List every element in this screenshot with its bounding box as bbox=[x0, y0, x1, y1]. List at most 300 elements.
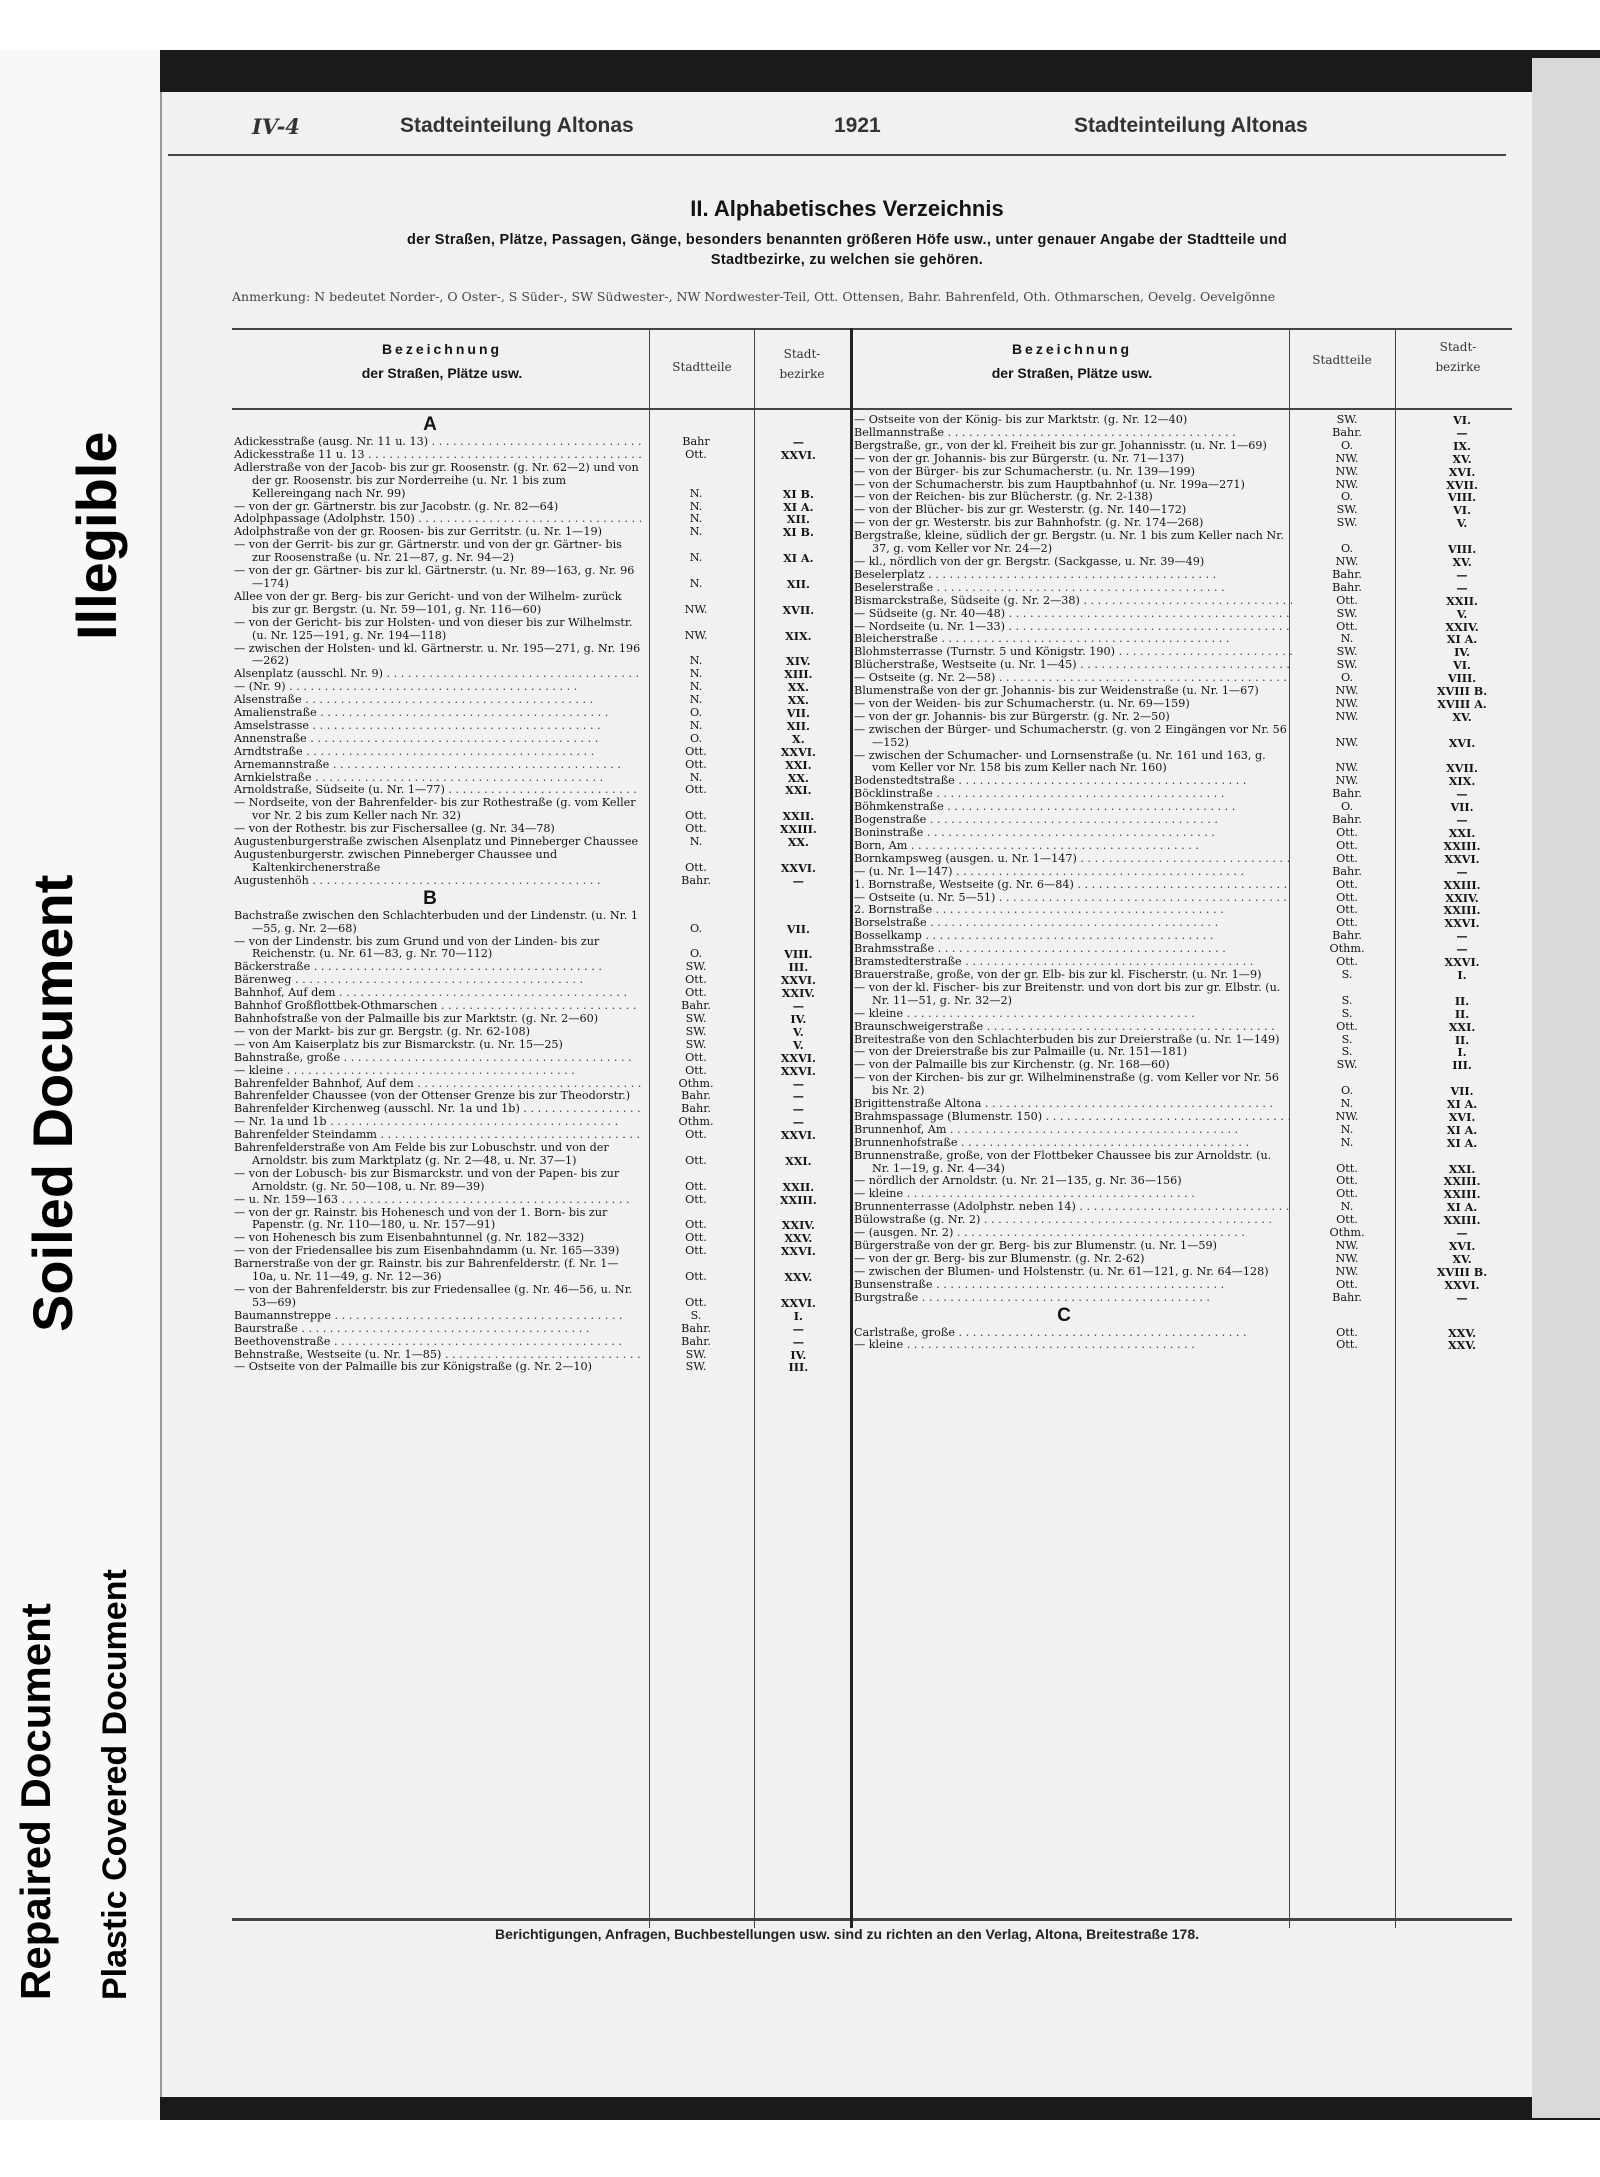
street-name: Brunnenhofstraße . . . bbox=[854, 1137, 1292, 1150]
ward-value: — bbox=[792, 1115, 804, 1130]
index-row bbox=[234, 1039, 846, 1052]
district-value: O. bbox=[1340, 438, 1354, 452]
street-name: Arndtstraße . . . bbox=[234, 746, 641, 759]
district-value: Ott. bbox=[685, 744, 707, 758]
index-row bbox=[854, 440, 1526, 453]
district-value: O. bbox=[689, 921, 703, 935]
street-name: — von der gr. Gärtner- bis zur kl. Gärtnerstr. (u. Nr. 89—163, g. Nr. 96—174) bbox=[234, 565, 635, 590]
ward-value: — bbox=[1456, 580, 1468, 595]
ward-value: — bbox=[792, 1089, 804, 1104]
index-row bbox=[854, 1292, 1526, 1305]
ward-value: XI A. bbox=[1446, 1200, 1478, 1215]
index-row bbox=[854, 633, 1526, 646]
district-value: Ott. bbox=[685, 822, 707, 836]
street-name: Bornkampsweg (ausgen. u. Nr. 1—147) . . . bbox=[854, 853, 1292, 866]
street-name: Burgstraße . . . bbox=[854, 1292, 1292, 1305]
binding-edge bbox=[1532, 58, 1600, 2118]
street-name: — von der Weiden- bis zur Schumacherstr. (u. Nr. 69—159) bbox=[854, 697, 1190, 710]
district-value: N. bbox=[1340, 632, 1354, 646]
label-plastic-covered-document: Plastic Covered Document bbox=[96, 1569, 134, 2000]
district-value: Bahr bbox=[682, 435, 710, 448]
district-value: N. bbox=[689, 512, 703, 526]
subtitle-line-1: der Straßen, Plätze, Passagen, Gänge, besonders benannten größeren Höfe usw., unter genauer Angabe der Stadtteile und bbox=[406, 232, 1288, 248]
district-value: NW. bbox=[1335, 1251, 1359, 1265]
street-name: — kleine . . . bbox=[854, 1339, 1292, 1352]
ward-value: VIII. bbox=[1447, 671, 1477, 686]
ward-value: XXV. bbox=[784, 1231, 813, 1246]
district-value: SW. bbox=[685, 1024, 707, 1038]
district-value: S. bbox=[1341, 1006, 1353, 1020]
street-name: 2. Bornstraße . . . bbox=[854, 904, 1292, 917]
index-row bbox=[854, 504, 1526, 517]
district-value: Bahr. bbox=[1332, 1290, 1362, 1304]
index-row bbox=[234, 1232, 846, 1245]
district-value: SW. bbox=[685, 1011, 707, 1025]
ward-value: VI. bbox=[1453, 413, 1471, 427]
district-value: N. bbox=[689, 551, 703, 565]
index-row bbox=[854, 595, 1526, 608]
street-name: Beselerstraße . . . bbox=[854, 582, 1292, 595]
column-divider-center bbox=[850, 328, 853, 1928]
street-name: Arnemannstraße . . . bbox=[234, 759, 641, 772]
index-row bbox=[234, 1207, 846, 1233]
index-row bbox=[854, 1059, 1526, 1072]
ward-value: XXVI. bbox=[1444, 1277, 1480, 1292]
district-value: Bahr. bbox=[1332, 425, 1362, 439]
index-row bbox=[854, 659, 1526, 672]
ward-value: VI. bbox=[1453, 503, 1471, 518]
street-name: Arnkielstraße . . . bbox=[234, 772, 641, 785]
street-name: Bahnhof, Auf dem . . . bbox=[234, 987, 641, 1000]
index-row bbox=[234, 565, 846, 591]
ward-value: XXIII. bbox=[1443, 838, 1481, 853]
street-name: Borselstraße . . . bbox=[854, 917, 1292, 930]
street-name: — (ausgen. Nr. 2) . . . bbox=[854, 1227, 1292, 1240]
street-name: — von der gr. Gärtnerstr. bis zur Jacobstr. (g. Nr. 82—64) bbox=[234, 500, 559, 513]
index-row bbox=[234, 1090, 846, 1103]
subtitle-line-2: Stadtbezirke, zu welchen sie gehören. bbox=[710, 252, 984, 268]
district-value: Ott. bbox=[685, 1050, 707, 1064]
index-row bbox=[854, 775, 1526, 788]
street-name: Bärenweg . . . bbox=[234, 974, 641, 987]
district-value: Ott. bbox=[685, 1192, 707, 1206]
district-value: NW. bbox=[1335, 709, 1359, 723]
header-right: Stadteinteilung Altonas bbox=[1074, 114, 1308, 137]
ward-value: XXVI. bbox=[780, 1295, 816, 1310]
ward-value: XI A. bbox=[1446, 1097, 1478, 1112]
column-header-name-right bbox=[862, 337, 1282, 385]
ward-value: VIII. bbox=[1447, 542, 1477, 557]
column-header-line: der Straßen, Plätze usw. bbox=[361, 365, 523, 381]
district-value: SW. bbox=[1336, 606, 1358, 620]
index-row bbox=[234, 974, 846, 987]
district-value: Ott. bbox=[685, 1063, 707, 1077]
district-value: Bahr. bbox=[1332, 567, 1362, 581]
section-letter: A bbox=[423, 414, 437, 435]
label-soiled-document: Soiled Document bbox=[21, 874, 84, 1332]
index-row bbox=[854, 1266, 1526, 1279]
district-value: O. bbox=[1340, 800, 1354, 814]
district-value: Ott. bbox=[685, 973, 707, 987]
street-name: — von der gr. Johannis- bis zur Bürgerstr. (u. Nr. 71—137) bbox=[854, 452, 1185, 465]
index-row bbox=[234, 1168, 846, 1194]
ward-value: — bbox=[792, 999, 804, 1014]
index-row bbox=[854, 892, 1526, 905]
district-value: Ott. bbox=[1336, 826, 1358, 839]
district-value: Ott. bbox=[1336, 1187, 1358, 1201]
ward-value: — bbox=[1456, 813, 1468, 828]
district-value: S. bbox=[1341, 967, 1353, 981]
district-value: Ott. bbox=[1336, 1277, 1358, 1291]
district-value: SW. bbox=[1336, 645, 1358, 659]
index-row bbox=[854, 1279, 1526, 1292]
label-repaired-document: Repaired Document bbox=[12, 1603, 59, 2000]
ward-value: XXI. bbox=[1448, 1019, 1476, 1034]
index-row bbox=[234, 1336, 846, 1349]
street-name: — Ostseite (g. Nr. 2—58) . . . bbox=[854, 672, 1292, 685]
district-value: Ott. bbox=[685, 986, 707, 1000]
index-row bbox=[234, 784, 846, 797]
index-row bbox=[854, 453, 1526, 466]
district-value: Bahr. bbox=[681, 1089, 711, 1103]
street-name: Bachstraße zwischen den Schlachterbuden und der Lindenstr. (u. Nr. 1—55, g. Nr. 2—68) bbox=[234, 909, 638, 935]
district-value: SW. bbox=[685, 1037, 707, 1051]
district-value: N. bbox=[689, 486, 703, 500]
index-row bbox=[854, 904, 1526, 917]
index-row bbox=[234, 539, 846, 565]
street-name: — von der Reichen- bis zur Blücherstr. (g. Nr. 2-138) bbox=[854, 491, 1153, 504]
street-name: — von der Dreierstraße bis zur Palmaille (u. Nr. 151—181) bbox=[854, 1046, 1188, 1059]
index-row bbox=[854, 1188, 1526, 1201]
index-row bbox=[234, 526, 846, 539]
index-row bbox=[234, 694, 846, 707]
ward-value: XVI. bbox=[1448, 735, 1476, 750]
index-row bbox=[234, 720, 846, 733]
index-row bbox=[854, 414, 1526, 427]
ward-value: XV. bbox=[1452, 1251, 1472, 1266]
header-left: Stadteinteilung Altonas bbox=[400, 114, 634, 137]
index-row bbox=[854, 1240, 1526, 1253]
district-value: O. bbox=[1340, 490, 1354, 504]
district-value: O. bbox=[689, 706, 703, 720]
street-name: Bahrenfelderstraße von Am Felde bis zur Lobuschstr. und von der Arnoldstr. bis zum Marktplatz (g. Nr. 2—48, u. Nr. 37—1) bbox=[234, 1142, 609, 1167]
index-row bbox=[234, 987, 846, 1000]
district-value: SW. bbox=[685, 1347, 707, 1361]
district-value: Ott. bbox=[1336, 903, 1358, 917]
ward-value: — bbox=[1456, 567, 1468, 582]
district-value: SW. bbox=[1336, 1058, 1358, 1072]
ward-value: II. bbox=[1454, 1006, 1470, 1021]
ward-value: XXII. bbox=[1446, 593, 1478, 608]
index-row bbox=[854, 840, 1526, 853]
street-name: — von der Kirchen- bis zur gr. Wilhelminenstraße (g. vom Keller vor Nr. 56 bis Nr. 2) bbox=[854, 1072, 1280, 1098]
index-row bbox=[854, 427, 1526, 440]
district-value: Othm. bbox=[1329, 942, 1365, 956]
district-value: NW. bbox=[1335, 1264, 1359, 1278]
ward-value: — bbox=[1456, 929, 1468, 944]
district-value: Ott. bbox=[685, 809, 707, 823]
column-header-bez-right bbox=[1398, 337, 1518, 377]
street-name: — nördlich der Arnoldstr. (u. Nr. 21—135, g. Nr. 36—156) bbox=[854, 1175, 1182, 1188]
index-row bbox=[854, 788, 1526, 801]
street-name: — (Nr. 9) . . . bbox=[234, 681, 641, 694]
index-row bbox=[854, 1124, 1526, 1137]
ward-value: XI A. bbox=[783, 551, 814, 566]
district-value: NW. bbox=[1335, 735, 1359, 749]
ward-value: XIX. bbox=[1448, 774, 1476, 789]
street-name: Brunnenterrasse (Adolphstr. neben 14) . . . bbox=[854, 1201, 1292, 1214]
section-letter: C bbox=[1057, 1304, 1071, 1326]
index-row bbox=[234, 836, 846, 849]
street-name: — kleine . . . bbox=[854, 1008, 1292, 1021]
ward-value: XXIII. bbox=[779, 1192, 817, 1207]
ward-value: XXVI. bbox=[1444, 955, 1480, 970]
district-value: Ott. bbox=[685, 1270, 707, 1284]
ward-value: IV. bbox=[1454, 645, 1470, 660]
district-value: Ott. bbox=[685, 860, 707, 874]
index-row bbox=[854, 1327, 1526, 1340]
index-row bbox=[234, 668, 846, 681]
index-row bbox=[234, 1194, 846, 1207]
ward-value: — bbox=[1456, 1226, 1468, 1241]
district-value: N. bbox=[1340, 1097, 1354, 1111]
district-value: NW. bbox=[1335, 477, 1359, 491]
ward-value: XIV. bbox=[786, 654, 811, 669]
ward-value: — bbox=[792, 1076, 804, 1091]
index-row bbox=[854, 827, 1526, 840]
street-name: — von der Bahrenfelderstr. bis zur Friedensallee (g. Nr. 46—56, u. Nr. 53—69) bbox=[234, 1284, 633, 1309]
street-name: Amselstrasse . . . bbox=[234, 720, 641, 733]
index-row bbox=[234, 1116, 846, 1129]
index-row bbox=[854, 556, 1526, 569]
index-row bbox=[234, 449, 846, 462]
district-value: NW. bbox=[1335, 1109, 1359, 1123]
index-row bbox=[854, 1214, 1526, 1227]
column-header-line: Stadt- bbox=[783, 347, 821, 361]
ward-value: XV. bbox=[1452, 709, 1472, 724]
ward-value: II. bbox=[1454, 993, 1470, 1008]
index-row bbox=[854, 479, 1526, 492]
index-row bbox=[854, 1150, 1526, 1176]
index-row bbox=[854, 1175, 1526, 1188]
street-name: Böcklinstraße . . . bbox=[854, 788, 1292, 801]
ward-value: XII. bbox=[786, 718, 810, 733]
street-name: — Ostseite von der König- bis zur Marktstr. (g. Nr. 12—40) bbox=[854, 414, 1188, 426]
district-value: Ott. bbox=[685, 1244, 707, 1258]
index-row bbox=[234, 707, 846, 720]
index-row bbox=[854, 672, 1526, 685]
district-value: O. bbox=[689, 731, 703, 745]
top-scan-margin bbox=[0, 0, 1600, 50]
street-name: Brahmsstraße . . . bbox=[854, 943, 1292, 956]
district-value: Ott. bbox=[1336, 593, 1358, 607]
district-value: S. bbox=[1341, 993, 1353, 1007]
ward-value: XXIV. bbox=[1445, 619, 1479, 634]
index-row bbox=[234, 1258, 846, 1284]
street-name: — von der Schumacherstr. bis zum Hauptbahnhof (u. Nr. 199a—271) bbox=[854, 478, 1245, 491]
index-row bbox=[854, 1098, 1526, 1111]
ward-value: XXI. bbox=[785, 1153, 812, 1168]
ward-value: XII. bbox=[786, 576, 810, 591]
table-top-rule bbox=[232, 328, 1512, 330]
street-name: — von der Markt- bis zur gr. Bergstr. (g. Nr. 62-108) bbox=[234, 1025, 530, 1038]
index-row bbox=[854, 1034, 1526, 1047]
district-value: Ott. bbox=[685, 1231, 707, 1245]
ward-value: XVIII A. bbox=[1437, 696, 1487, 711]
ward-value: I. bbox=[1457, 967, 1467, 982]
column-header-line: bezirke bbox=[779, 367, 825, 381]
index-row bbox=[234, 513, 846, 526]
ward-value: XV. bbox=[1452, 451, 1472, 466]
district-value: Bahr. bbox=[681, 1102, 711, 1116]
abbreviation-note: Anmerkung: N bedeutet Norder-, O Oster-, S Süder-, SW Südwester-, NW Nordwester-Teil, Ott. Ottensen, Bahr. Bahrenfeld, Oth. Othmarschen, Oevelg. Oevelgönne bbox=[232, 289, 1276, 304]
ward-value: XVII. bbox=[1446, 477, 1478, 492]
district-value: Ott. bbox=[1336, 916, 1358, 930]
district-value: NW. bbox=[1335, 451, 1359, 465]
street-name: — (u. Nr. 1—147) . . . bbox=[854, 866, 1292, 879]
district-value: N. bbox=[1340, 1200, 1354, 1214]
ward-value: III. bbox=[1452, 1058, 1472, 1073]
index-row bbox=[234, 1142, 846, 1168]
ward-value: XXIII. bbox=[779, 822, 817, 837]
index-row bbox=[854, 1046, 1526, 1059]
ward-value: XX. bbox=[787, 680, 809, 695]
column-header-teil-left: Stadtteile bbox=[672, 360, 732, 374]
ward-value: X. bbox=[792, 731, 805, 746]
index-row bbox=[854, 1253, 1526, 1266]
district-value: N. bbox=[689, 718, 703, 732]
street-name: — Südseite (g. Nr. 40—48) . . . bbox=[854, 608, 1292, 621]
street-name: Annenstraße . . . bbox=[234, 733, 641, 746]
index-row bbox=[234, 1078, 846, 1091]
table-head-rule bbox=[232, 408, 1512, 410]
ward-value: — bbox=[792, 1102, 804, 1117]
district-value: Ott. bbox=[1336, 877, 1358, 891]
street-name: — kleine . . . bbox=[234, 1065, 641, 1078]
ward-value: XXVI. bbox=[780, 973, 816, 988]
index-row bbox=[854, 750, 1526, 776]
ward-value: XXI. bbox=[1448, 826, 1476, 840]
ward-value: XI A. bbox=[1446, 632, 1478, 647]
district-value: N. bbox=[689, 525, 703, 539]
index-row bbox=[854, 1339, 1526, 1352]
index-row bbox=[854, 1227, 1526, 1240]
index-row bbox=[234, 1284, 846, 1310]
street-name: Adickesstraße 11 u. 13 . . . bbox=[234, 449, 641, 462]
street-name: Adolphpassage (Adolphstr. 150) . . . bbox=[234, 513, 641, 526]
index-row bbox=[234, 1103, 846, 1116]
index-row bbox=[854, 969, 1526, 982]
index-row bbox=[854, 646, 1526, 659]
ward-value: XXVI. bbox=[780, 1063, 816, 1078]
index-row bbox=[854, 1072, 1526, 1098]
index-row bbox=[854, 698, 1526, 711]
index-row bbox=[854, 1111, 1526, 1124]
street-name: — von der gr. Berg- bis zur Blumenstr. (g. Nr. 2-62) bbox=[854, 1252, 1145, 1265]
index-row bbox=[234, 462, 846, 501]
index-row bbox=[234, 1310, 846, 1323]
ward-value: — bbox=[792, 1321, 804, 1336]
index-row bbox=[854, 569, 1526, 582]
section-letter: B bbox=[423, 887, 437, 909]
index-row bbox=[854, 982, 1526, 1008]
district-value: Ott. bbox=[685, 1179, 707, 1193]
ward-value: XXI. bbox=[785, 783, 812, 798]
district-value: S. bbox=[1341, 1032, 1353, 1046]
street-name: Bergstraße, gr., von der kl. Freiheit bis zur gr. Johannisstr. (u. Nr. 1—69) bbox=[854, 439, 1267, 452]
district-value: SW. bbox=[685, 960, 707, 974]
index-row bbox=[854, 491, 1526, 504]
district-value: Ott. bbox=[685, 1128, 707, 1142]
index-row bbox=[234, 591, 846, 617]
street-list-right bbox=[854, 414, 1526, 1352]
ward-value: — bbox=[1456, 425, 1468, 440]
ward-value: XXV. bbox=[784, 1270, 813, 1285]
street-name: Bahrenfelder Kirchenweg (ausschl. Nr. 1a und 1b) . . . bbox=[234, 1103, 641, 1116]
index-row bbox=[854, 879, 1526, 892]
street-name: Beethovenstraße . . . bbox=[234, 1336, 641, 1349]
street-name: — von der kl. Fischer- bis zur Breitenstr. und von dort bis zur gr. Elbstr. (u. Nr. 11—51, g. Nr. 32—2) bbox=[854, 981, 1281, 1007]
district-value: N. bbox=[689, 680, 703, 694]
street-name: Brunnenstraße, große, von der Flottbeker Chaussee bis zur Arnoldstr. (u. Nr. 1—19, g. Nr. 4—34) bbox=[854, 1149, 1272, 1175]
ward-value: V. bbox=[793, 1024, 804, 1039]
ward-value: XXIII. bbox=[1443, 877, 1481, 892]
ward-value: XXVI. bbox=[780, 744, 816, 759]
ward-value: XXIII. bbox=[1443, 1187, 1481, 1202]
street-name: Blumenstraße von der gr. Johannis- bis zur Weidenstraße (u. Nr. 1—67) bbox=[854, 685, 1259, 698]
index-row bbox=[854, 956, 1526, 969]
index-row bbox=[854, 1201, 1526, 1214]
street-name: Bramstedterstraße . . . bbox=[854, 956, 1292, 969]
index-row bbox=[854, 517, 1526, 530]
street-name: — zwischen der Schumacher- und Lornsenstraße (u. Nr. 161 und 163, g. vom Keller vor Nr. 158 bis zum Keller nach Nr. 160) bbox=[854, 749, 1266, 775]
column-header-line: bezirke bbox=[1435, 360, 1481, 374]
ward-value: XV. bbox=[1452, 554, 1472, 569]
street-name: — von der Gerrit- bis zur gr. Gärtnerstr. und von der gr. Gärtner- bis zur Roosenstraße (u. Nr. 21—87, g. Nr. 94—2) bbox=[234, 539, 622, 565]
district-value: Ott. bbox=[1336, 851, 1358, 865]
district-value: O. bbox=[689, 947, 703, 961]
district-value: Ott. bbox=[685, 1295, 707, 1309]
ward-value: I. bbox=[1457, 1045, 1467, 1060]
ward-value: XVI. bbox=[1448, 1239, 1476, 1253]
street-name: Augustenburgerstr. zwischen Pinneberger Chaussee und Kaltenkirchenerstraße bbox=[234, 849, 558, 874]
ward-value: XVI. bbox=[1448, 464, 1476, 479]
ward-value: XXIV. bbox=[1445, 890, 1479, 905]
district-value: SW. bbox=[685, 1360, 707, 1374]
street-name: — von der Palmaille bis zur Kirchenstr. (g. Nr. 168—60) bbox=[854, 1059, 1170, 1072]
district-value: N. bbox=[689, 576, 703, 590]
district-value: NW. bbox=[1335, 696, 1359, 710]
street-name: — zwischen der Bürger- und Schumacherstr. (g. von 2 Eingängen vor Nr. 56—152) bbox=[854, 723, 1287, 749]
ward-value: — bbox=[1456, 787, 1468, 802]
street-name: Adolphstraße von der gr. Roosen- bis zur Gerritstr. (u. Nr. 1—19) bbox=[234, 526, 602, 539]
district-value: NW. bbox=[1335, 684, 1359, 698]
district-value: O. bbox=[1340, 542, 1354, 556]
ward-value: XI B. bbox=[782, 486, 814, 501]
ward-value: IV. bbox=[790, 1347, 807, 1362]
ward-value: — bbox=[792, 873, 804, 888]
ward-value: XVI. bbox=[1448, 1109, 1476, 1124]
index-row bbox=[234, 875, 846, 888]
ward-value: XVII. bbox=[1446, 761, 1478, 776]
ward-value: XXVI. bbox=[1444, 916, 1480, 931]
street-name: Adlerstraße von der Jacob- bis zur gr. Roosenstr. (g. Nr. 62—2) und von der gr. Roosenstr. bis zur Norderreihe (u. Nr. 1 bis zum Kellereingang nach Nr. 99) bbox=[234, 461, 639, 500]
district-value: Ott. bbox=[685, 447, 707, 461]
street-name: — kl., nördlich von der gr. Bergstr. (Sackgasse, u. Nr. 39—49) bbox=[854, 555, 1205, 568]
ward-value: III. bbox=[788, 960, 809, 975]
street-name: Bleicherstraße . . . bbox=[854, 633, 1292, 646]
street-name: — von der Lobusch- bis zur Bismarckstr. und von der Papen- bis zur Arnoldstr. (g. Nr. 50—108, u. Nr. 89—39) bbox=[234, 1167, 620, 1193]
